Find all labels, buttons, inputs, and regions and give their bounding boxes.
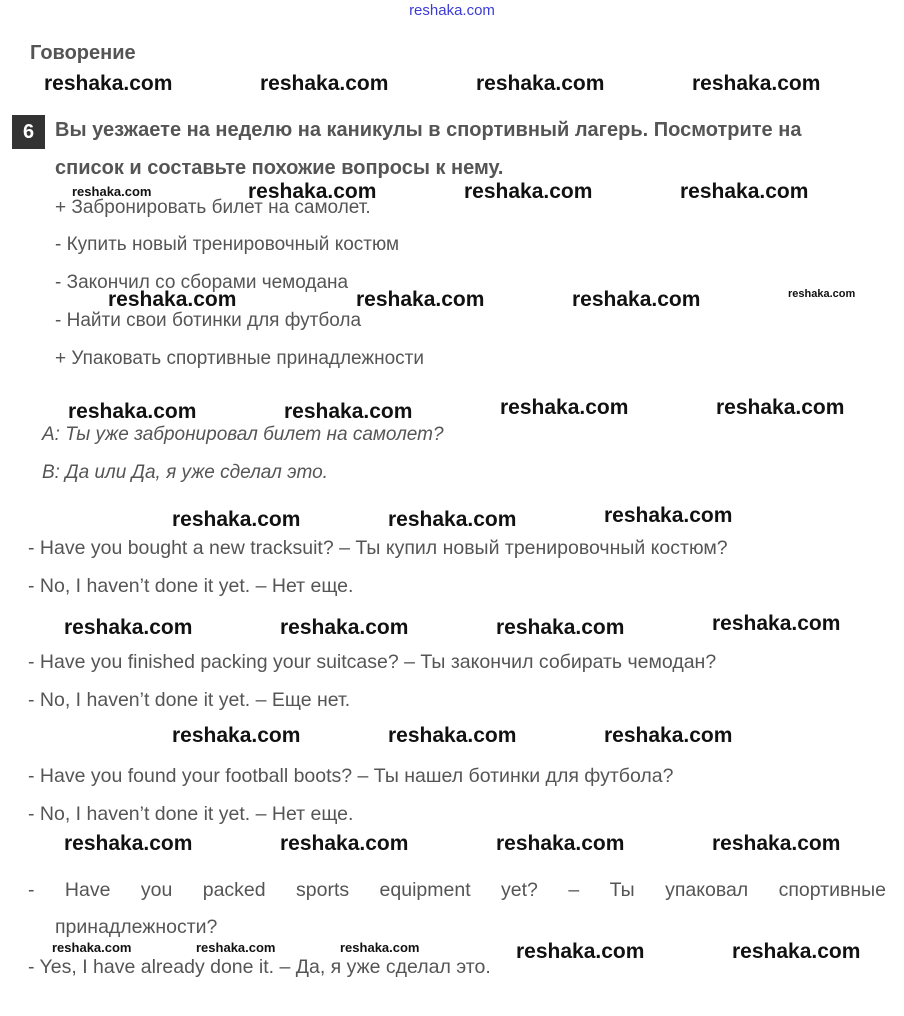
answer-line: - Yes, I have already done it. – Да, я уже сделал это. (28, 956, 491, 978)
watermark: reshaka.com (260, 72, 389, 95)
example-question: А: Ты уже забронировал билет на самолет? (42, 424, 444, 445)
watermark: reshaka.com (692, 72, 821, 95)
watermark: reshaka.com (712, 832, 841, 855)
watermark: reshaka.com (72, 184, 152, 199)
watermark: reshaka.com (172, 724, 301, 747)
task-text-line-2: список и составьте похожие вопросы к нему. (55, 157, 504, 179)
watermark: reshaka.com (196, 940, 276, 955)
watermark: reshaka.com (172, 508, 301, 531)
watermark: reshaka.com (68, 400, 197, 423)
watermark: reshaka.com (388, 724, 517, 747)
watermark: reshaka.com (108, 288, 237, 311)
answer-line: - No, I haven’t done it yet. – Нет еще. (28, 803, 354, 825)
watermark: reshaka.com (496, 616, 625, 639)
task-number-badge: 6 (12, 115, 45, 149)
answer-line: - Have you packed sports equipment yet? – Ты упаковал спортивные (28, 879, 886, 901)
list-item: + Забронировать билет на самолет. (55, 197, 371, 218)
list-item: - Найти свои ботинки для футбола (55, 310, 362, 331)
watermark: reshaka.com (788, 288, 856, 300)
watermark: reshaka.com (52, 940, 132, 955)
watermark: reshaka.com (604, 724, 733, 747)
list-item: - Закончил со сборами чемодана (55, 272, 349, 293)
list-item: + Упаковать спортивные принадлежности (55, 348, 424, 369)
task-text-line-1: Вы уезжаете на неделю на каникулы в спортивный лагерь. Посмотрите на (55, 119, 802, 141)
watermark: reshaka.com (476, 72, 605, 95)
watermark: reshaka.com (280, 832, 409, 855)
watermark: reshaka.com (64, 832, 193, 855)
watermark: reshaka.com (340, 940, 420, 955)
watermark: reshaka.com (388, 508, 517, 531)
watermark: reshaka.com (464, 180, 593, 203)
watermark: reshaka.com (716, 396, 845, 419)
answer-line: - No, I haven’t done it yet. – Нет еще. (28, 575, 354, 597)
watermark: reshaka.com (680, 180, 809, 203)
watermark: reshaka.com (732, 940, 861, 963)
watermark: reshaka.com (44, 72, 173, 95)
list-item: - Купить новый тренировочный костюм (55, 234, 400, 255)
watermark: reshaka.com (248, 180, 377, 203)
watermark: reshaka.com (64, 616, 193, 639)
watermark: reshaka.com (604, 504, 733, 527)
answer-line: принадлежности? (55, 916, 218, 938)
site-link[interactable]: reshaka.com (409, 2, 495, 19)
watermark: reshaka.com (356, 288, 485, 311)
watermark: reshaka.com (284, 400, 413, 423)
watermark: reshaka.com (500, 396, 629, 419)
example-answer: В: Да или Да, я уже сделал это. (42, 462, 328, 483)
watermark: reshaka.com (516, 940, 645, 963)
watermark: reshaka.com (496, 832, 625, 855)
answer-line: - No, I haven’t done it yet. – Еще нет. (28, 689, 351, 711)
watermark: reshaka.com (712, 612, 841, 635)
answer-line: - Have you bought a new tracksuit? – Ты купил новый тренировочный костюм? (28, 537, 728, 559)
section-title: Говорение (30, 42, 136, 64)
watermark: reshaka.com (572, 288, 701, 311)
answer-line: - Have you found your football boots? – Ты нашел ботинки для футбола? (28, 765, 674, 787)
watermark: reshaka.com (280, 616, 409, 639)
answer-line: - Have you finished packing your suitcase? – Ты закончил собирать чемодан? (28, 651, 717, 673)
